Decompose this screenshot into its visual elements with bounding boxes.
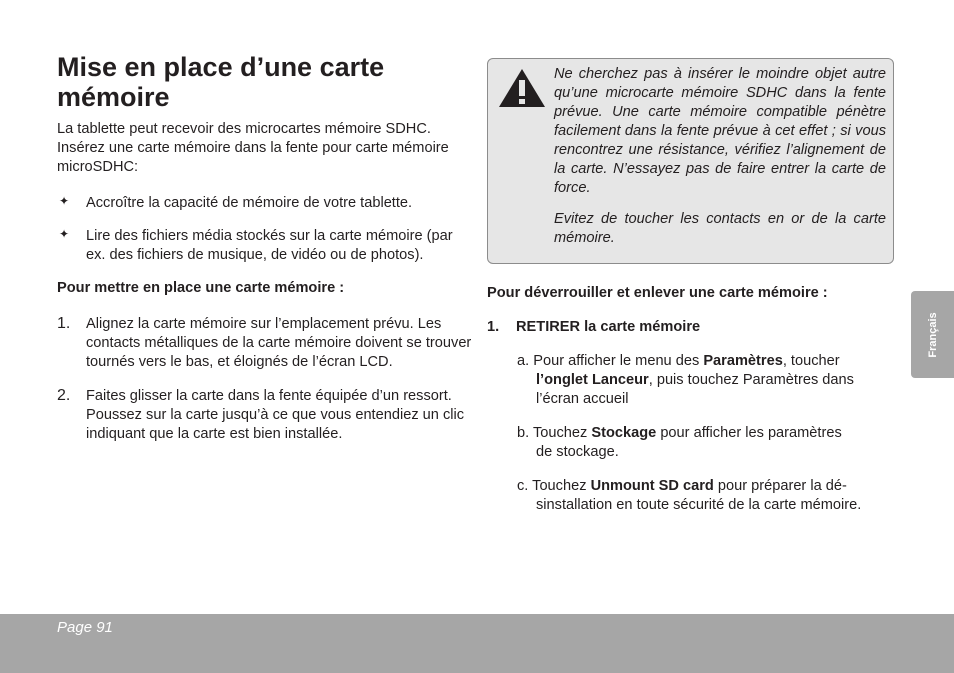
substep-bold: l’onglet Lanceur [536,372,649,388]
warning-text [554,65,886,260]
warning-triangle-icon [497,67,547,109]
step-number: 2. [57,387,71,404]
substep-c [517,477,897,515]
page-footer [0,614,954,673]
step-item [57,387,472,444]
intro-paragraph: La tablette peut recevoir des microcartes mémoire SDHC. Insérez une carte mémoire dans la fente pour carte mémoire microSDHC: [57,121,449,175]
left-column [57,120,472,459]
page-number: Page 91 [57,619,113,636]
substep-text: , puis touchez Paramètres dans l’écran accueil [536,372,854,407]
bullet-text: Lire des fichiers média stockés sur la carte mémoire (par ex. des fichiers de musique, de vidéo ou de photos). [86,228,453,263]
substep-continuation: sinstallation en toute sécurité de la carte mémoire. [536,497,862,513]
step-text: Faites glisser la carte dans la fente équipée d’un ressort. Poussez sur la carte jusqu’à ce que vous entendiez un clic indiquant que la carte est bien installée. [86,388,465,442]
step-text: Alignez la carte mémoire sur l’emplacement prévu. Les contacts métalliques de la carte mémoire doivent se trouver tournés vers le bas, et éloignés de l’écran LCD. [86,316,472,370]
step-item [57,315,472,372]
substep-a [517,352,897,409]
bullet-star-icon: ✦ [58,194,70,208]
bullet-text: Accroître la capacité de mémoire de votre tablette. [86,195,413,211]
page-title: Mise en place d’une carte mémoire [57,52,385,112]
warning-paragraph: Evitez de toucher les contacts en or de la carte mémoire. [554,211,886,246]
remove-step [487,318,700,337]
bullet-item [57,194,472,213]
step-number: 1. [57,315,71,332]
substep-text: pour afficher les paramètres [656,425,842,441]
language-tab [911,291,954,378]
warning-paragraph: Ne cherchez pas à insérer le moindre objet autre qu’une microcarte mémoire SDHC dans la fente prévue. Une carte mémoire compatible pénètre facilement dans la fente prévue à cet effet ; si vous rencontrez une résistance, vérifiez l’alignement de la carte. N’essayez pas de faire entrer la carte de force. [554,66,886,196]
step-text: RETIRER la carte mémoire [516,319,701,335]
substep-text: c. Touchez [517,478,591,494]
substep-text: b. Touchez [517,425,592,441]
substep-text: pour préparer la dé- [713,478,847,494]
language-label: Français [926,311,939,358]
bullet-item [57,227,472,265]
substep-continuation [517,371,897,409]
substep-continuation: de stockage. [536,444,619,460]
warning-box [487,58,894,264]
substep-bold: Paramètres [703,353,783,369]
insert-heading: Pour mettre en place une carte mémoire : [57,280,345,296]
substep-b [517,424,897,462]
substep-text: a. Pour afficher le menu des [517,353,704,369]
remove-heading: Pour déverrouiller et enlever une carte mémoire : [487,285,828,301]
substep-bold: Stockage [591,425,657,441]
bullet-star-icon: ✦ [58,227,70,241]
step-number: 1. [487,319,500,335]
substep-bold: Unmount SD card [590,478,714,494]
substep-text: , toucher [782,353,840,369]
